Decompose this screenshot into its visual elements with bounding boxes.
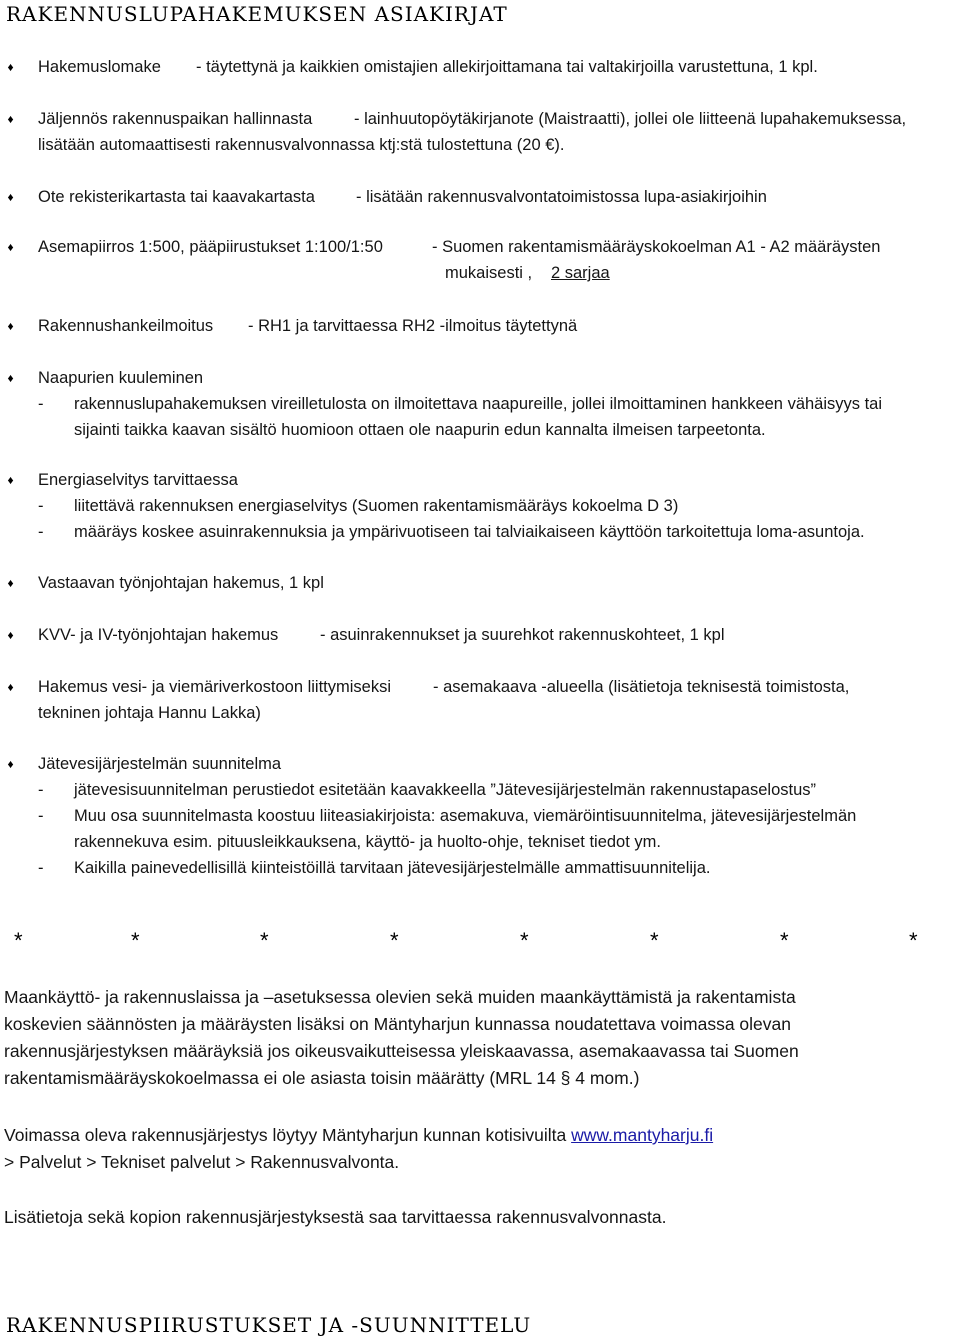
paragraph-line: rakentamismääräyskokoelmassa ei ole asiasta toisin määrätty (MRL 14 § 4 mom.) <box>4 1068 640 1088</box>
item-ote: Ote rekisterikartasta tai kaavakartasta <box>38 188 315 206</box>
page-title: RAKENNUSLUPAHAKEMUKSEN ASIAKIRJAT <box>6 2 508 26</box>
website-link[interactable]: www.mantyharju.fi <box>571 1125 714 1145</box>
paragraph-line: koskevien säännösten ja määräysten lisäksi on Mäntyharjun kunnassa noudatettava voimassa olevan <box>4 1014 791 1034</box>
item-hallinta-desc: - lainhuutopöytäkirjanote (Maistraatti), jollei ole liitteenä lupahakemuksessa, <box>354 110 907 128</box>
item-asemapiirros: Asemapiirros 1:500, pääpiirustukset 1:100/1:50 <box>38 238 383 256</box>
dash: - <box>38 523 44 541</box>
item-kvv-desc: - asuinrakennukset ja suurehkot rakennuskohteet, 1 kpl <box>320 626 725 644</box>
item-vesi: Hakemus vesi- ja viemäriverkostoon liittymiseksi <box>38 678 392 696</box>
star: * <box>650 928 659 953</box>
item-hallinta-desc-cont: lisätään automaattisesti rakennusvalvonnassa ktj:stä tulostettuna (20 €). <box>38 136 565 154</box>
item-vastaava: Vastaavan työnjohtajan hakemus, 1 kpl <box>38 574 324 592</box>
item-asemapiirros-desc-cont: mukaisesti , <box>445 264 533 282</box>
dash: - <box>38 859 44 877</box>
item-rakennushanke: Rakennushankeilmoitus <box>38 317 214 335</box>
star: * <box>909 928 918 953</box>
breadcrumb: > Palvelut > Tekniset palvelut > Rakennusvalvonta. <box>4 1152 400 1172</box>
bullet-icon: ♦ <box>7 757 14 771</box>
item-naapurit: Naapurien kuuleminen <box>38 369 204 387</box>
section-title: RAKENNUSPIIRUSTUKSET JA -SUUNNITTELU <box>6 1313 532 1337</box>
item-naapurit-line: rakennuslupahakemuksen vireilletulosta on ilmoitettava naapureille, jollei ilmoittaminen hankkeen vähäisyys tai <box>74 395 883 413</box>
star: * <box>260 928 269 953</box>
item-energia: Energiaselvitys tarvittaessa <box>38 471 238 489</box>
item-jatevesi: Jätevesijärjestelmän suunnitelma <box>38 755 282 773</box>
item-hallinta: Jäljennös rakennuspaikan hallinnasta <box>38 110 313 128</box>
bullet-icon: ♦ <box>7 628 14 642</box>
item-energia-line: liitettävä rakennuksen energiaselvitys (Suomen rakentamismääräys kokoelma D 3) <box>74 497 679 515</box>
item-asemapiirros-desc: - Suomen rakentamismääräyskokoelman A1 - A2 määräysten <box>432 238 881 256</box>
paragraph-text: Voimassa oleva rakennusjärjestys löytyy Mäntyharjun kunnan kotisivuilta <box>4 1125 567 1145</box>
item-jatevesi-line: rakennekuva esim. pituusleikkauksena, käyttö- ja huolto-ohje, tekniset tiedot ym. <box>74 833 661 851</box>
star: * <box>131 928 140 953</box>
bullet-icon: ♦ <box>7 473 14 487</box>
item-rakennushanke-desc: - RH1 ja tarvittaessa RH2 -ilmoitus täytettynä <box>248 317 578 335</box>
item-kvv: KVV- ja IV-työnjohtajan hakemus <box>38 626 279 644</box>
dash: - <box>38 807 44 825</box>
item-asemapiirros-sarjaa: 2 sarjaa <box>551 264 610 282</box>
paragraph-line: Lisätietoja sekä kopion rakennusjärjestyksestä saa tarvittaessa rakennusvalvonnasta. <box>4 1207 667 1227</box>
paragraph-line <box>4 1122 713 1149</box>
item-jatevesi-line: jätevesisuunnitelman perustiedot esitetään kaavakkeella ”Jätevesijärjestelmän rakennustapaselostus” <box>74 781 817 799</box>
paragraph-line: Maankäyttö- ja rakennuslaissa ja –asetuksessa olevien sekä muiden maankäyttämistä ja rakentamista <box>4 987 796 1007</box>
bullet-icon: ♦ <box>7 319 14 333</box>
star: * <box>520 928 529 953</box>
bullet-icon: ♦ <box>7 576 14 590</box>
bullet-icon: ♦ <box>7 240 14 254</box>
bullet-icon: ♦ <box>7 112 14 126</box>
item-naapurit-line: sijainti taikka kaavan sisältö huomioon ottaen ole naapurin edun kannalta ilmeisen tarpeetonta. <box>74 421 766 439</box>
item-hakemuslomake-desc: - täytettynä ja kaikkien omistajien allekirjoittamana tai valtakirjoilla varustettuna, 1 kpl. <box>196 58 818 76</box>
dash: - <box>38 497 44 515</box>
bullet-icon: ♦ <box>7 371 14 385</box>
dash: - <box>38 395 44 413</box>
star: * <box>780 928 789 953</box>
dash: - <box>38 781 44 799</box>
bullet-icon: ♦ <box>7 60 14 74</box>
item-ote-desc: - lisätään rakennusvalvontatoimistossa lupa-asiakirjoihin <box>356 188 767 206</box>
item-hakemuslomake: Hakemuslomake <box>38 58 161 76</box>
bullet-icon: ♦ <box>7 190 14 204</box>
item-energia-line: määräys koskee asuinrakennuksia ja ympärivuotiseen tai talviaikaiseen käyttöön tarkoitettuja loma-asuntoja. <box>74 523 865 541</box>
item-vesi-desc-cont: tekninen johtaja Hannu Lakka) <box>38 704 261 722</box>
item-jatevesi-line: Muu osa suunnitelmasta koostuu liiteasiakirjoista: asemakuva, viemäröintisuunnitelma, jätevesijärjestelmän <box>74 807 857 825</box>
paragraph-line: rakennusjärjestyksen määräyksiä jos oikeusvaikutteisessa yleiskaavassa, asemakaavassa tai Suomen <box>4 1041 799 1061</box>
bullet-icon: ♦ <box>7 680 14 694</box>
item-jatevesi-line: Kaikilla painevedellisillä kiinteistöillä tarvitaan jätevesijärjestelmälle ammattisuunnitelija. <box>74 859 711 877</box>
item-vesi-desc: - asemakaava -alueella (lisätietoja teknisestä toimistosta, <box>433 678 850 696</box>
star: * <box>14 928 23 953</box>
star: * <box>390 928 399 953</box>
